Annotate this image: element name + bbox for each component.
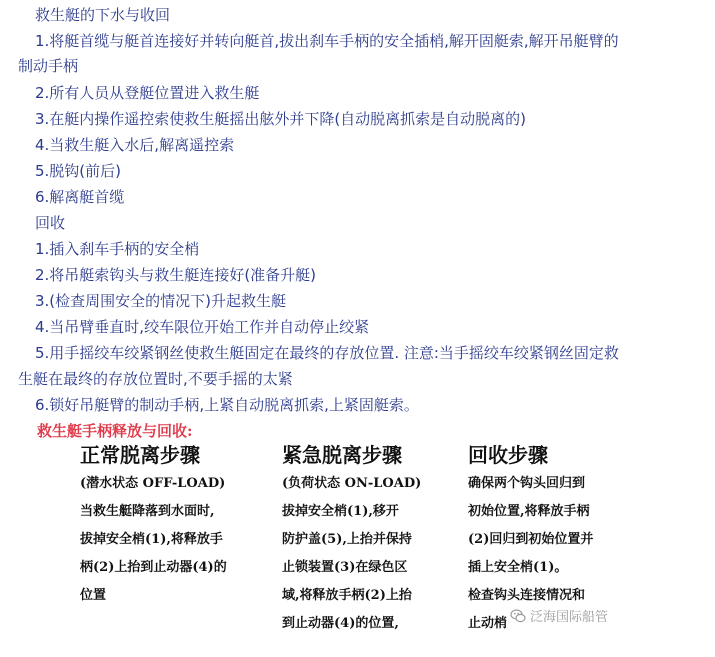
watermark	[510, 606, 608, 625]
lowering-step-6: 6.解离艇首缆	[35, 188, 125, 206]
heading-recovery: 回收	[35, 214, 66, 232]
column-title: 回收步骤	[468, 443, 548, 467]
column-line: 柄(2)上抬到止动器(4)的	[80, 560, 227, 575]
recovery-step-2: 2.将吊艇索钩头与救生艇连接好(准备升艇)	[35, 266, 317, 284]
watermark-text: 泛海国际船管	[530, 610, 609, 625]
recovery-step-3: 3.(检查周围安全的情况下)升起救生艇	[35, 292, 287, 310]
release-recovery-title: 救生艇手柄释放与回收:	[37, 422, 193, 440]
column-line: (2)回归到初始位置并	[468, 532, 594, 547]
column-line: 位置	[80, 588, 107, 603]
heading-lowering: 救生艇的下水与收回	[35, 6, 171, 24]
lowering-step-4: 4.当救生艇入水后,解离遥控索	[35, 136, 235, 154]
column-line: 确保两个钩头回归到	[468, 476, 586, 491]
column-normal-release	[80, 440, 227, 610]
column-line: 止锁装置(3)在绿色区	[282, 560, 408, 575]
column-line: 插上安全梢(1)。	[468, 560, 568, 575]
column-line: 防护盖(5),上抬并保持	[282, 532, 412, 547]
column-line: (潜水状态 OFF-LOAD)	[80, 476, 226, 491]
recovery-step-1: 1.插入刹车手柄的安全梢	[35, 240, 200, 258]
recovery-step-5: 5.用手摇绞车绞紧钢丝使救生艇固定在最终的存放位置. 注意:当手摇绞车绞紧钢丝固定救	[35, 344, 619, 362]
column-line: 拔掉安全梢(1),移开	[282, 504, 399, 519]
column-line: 初始位置,将释放手柄	[468, 504, 590, 519]
lowering-step-3: 3.在艇内操作遥控索使救生艇摇出舷外并下降(自动脱离抓索是自动脱离的)	[35, 110, 527, 128]
column-title: 紧急脱离步骤	[282, 443, 402, 467]
column-line: 拔掉安全梢(1),将释放手	[80, 532, 223, 547]
lowering-step-1: 1.将艇首缆与艇首连接好并转向艇首,拔出刹车手柄的安全插梢,解开固艇索,解开吊艇臂的	[35, 32, 619, 50]
lowering-step-2: 2.所有人员从登艇位置进入救生艇	[35, 84, 260, 102]
recovery-step-6: 6.锁好吊艇臂的制动手柄,上紧自动脱离抓索,上紧固艇索。	[35, 396, 419, 414]
column-title: 正常脱离步骤	[80, 443, 200, 467]
column-line: 域,将释放手柄(2)上抬	[282, 588, 412, 603]
column-line: 止动梢	[468, 616, 508, 631]
lowering-step-1-cont: 制动手柄	[18, 57, 79, 75]
recovery-step-4: 4.当吊臂垂直时,绞车限位开始工作并自动停止绞紧	[35, 318, 370, 336]
column-line: 检查钩头连接情况和	[468, 588, 586, 603]
wechat-icon	[510, 608, 526, 624]
column-line: (负荷状态 ON-LOAD)	[282, 476, 422, 491]
column-line: 当救生艇降落到水面时,	[80, 504, 215, 519]
column-emergency-release	[282, 440, 421, 638]
column-line: 到止动器(4)的位置,	[282, 616, 399, 631]
lowering-step-5: 5.脱钩(前后)	[35, 162, 122, 180]
recovery-step-5-cont: 生艇在最终的存放位置时,不要手摇的太紧	[18, 370, 293, 388]
